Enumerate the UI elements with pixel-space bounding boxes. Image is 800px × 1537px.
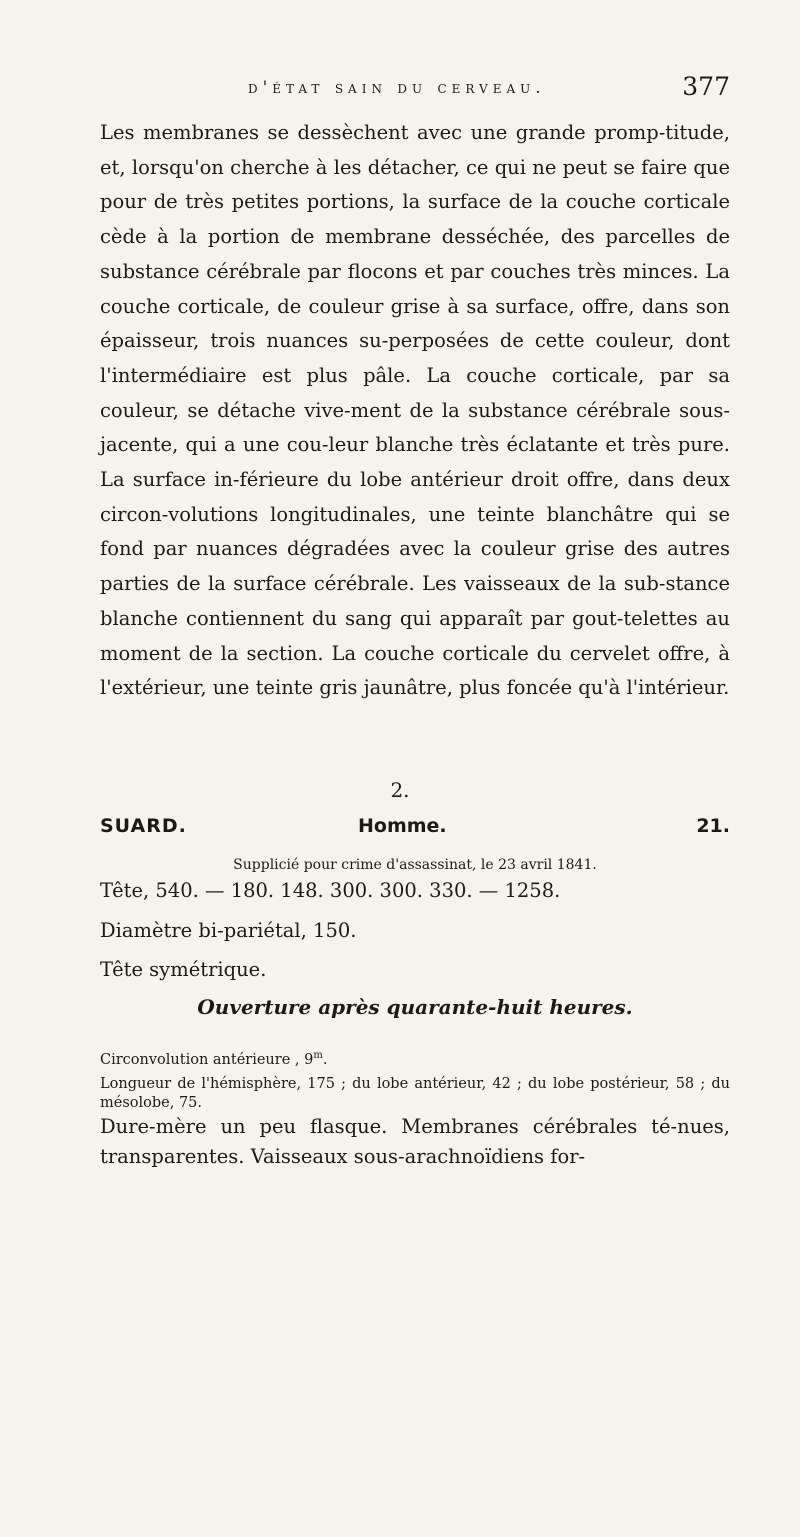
biparietal-diameter: Diamètre bi-pariétal, 150. xyxy=(100,919,357,942)
lengths-note: Longueur de l'hémisphère, 175 ; du lobe antérieur, 42 ; du lobe postérieur, 58 ; du mésolobe, 75. xyxy=(100,1076,730,1111)
convolution-note xyxy=(100,1046,730,1070)
case-name: SUARD. xyxy=(100,815,187,837)
final-paragraph: Dure-mère un peu flasque. Membranes cérébrales té-nues, transparentes. Vaisseaux sous-arachnoïdiens for- xyxy=(100,1115,730,1168)
convolution-label: Circonvolution antérieure , 9 xyxy=(100,1051,314,1068)
head-symmetry: Tête symétrique. xyxy=(100,958,267,981)
opening-heading: Ouverture après quarante-huit heures. xyxy=(197,995,633,1019)
head-measurements: Tête, 540. — 180. 148. 300. 300. 330. — 1258. xyxy=(100,879,561,902)
body-paragraph: Les membranes se dessèchent avec une grande promp-titude, et, lorsqu'on cherche à les détacher, ce qui ne peut se faire que pour de très petites portions, la surface de la couche corticale cède à la portion de membrane desséchée, des parcelles de substance cérébrale par flocons et par couches très minces. La couche corticale, de couleur grise à sa surface, offre, dans son épaisseur, trois nuances su-perposées de cette couleur, dont l'intermédiaire est plus pâle. La couche corticale, par sa couleur, se détache vive-ment de la substance cérébrale sous-jacente, qui a une cou-leur blanche très éclatante et très pure. La surface in-férieure du lobe antérieur droit offre, dans deux circon-volutions longitudinales, une teinte blanchâtre qui se fond par nuances dégradées avec la couleur grise des autres parties de la surface cérébrale. Les vaisseaux de la sub-stance blanche contiennent du sang qui apparaît par gout-telettes au moment de la section. La couche corticale du cervelet offre, à l'extérieur, une teinte gris jaunâtre, plus foncée qu'à l'intérieur. xyxy=(100,121,730,700)
convolution-end: . xyxy=(322,1051,328,1068)
section-number: 2. xyxy=(390,778,410,802)
convolution-unit: m xyxy=(313,1050,323,1061)
case-subtitle: Supplicié pour crime d'assassinat, le 23 avril 1841. xyxy=(233,857,597,873)
running-title: d'état sain du cerveau. xyxy=(248,78,546,98)
case-sex: Homme. xyxy=(358,815,447,837)
running-head xyxy=(100,70,730,104)
case-number: 21. xyxy=(696,815,730,837)
case-header xyxy=(100,815,730,845)
page-number: 377 xyxy=(682,72,730,101)
